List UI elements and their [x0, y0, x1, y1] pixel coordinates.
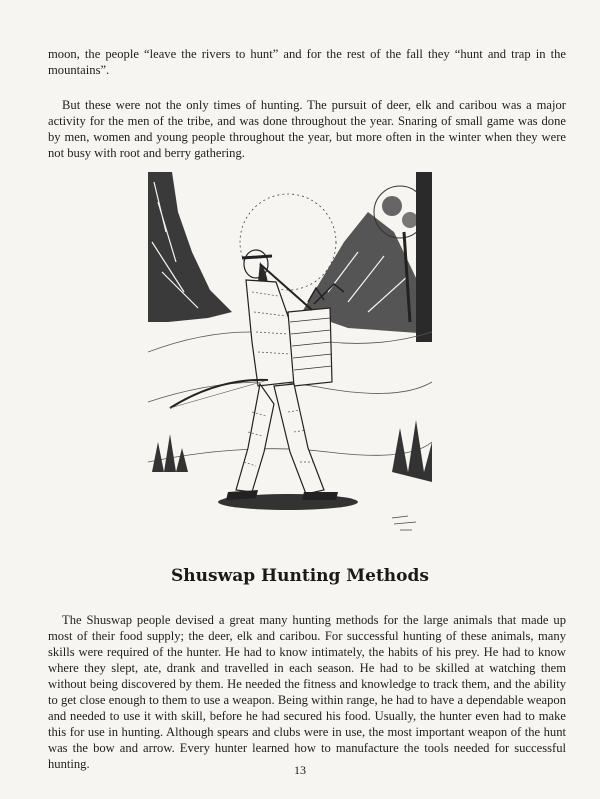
- paragraph-hunting-times: But these were not the only times of hunting. The pursuit of deer, elk and caribou was a major activity for the men of the tribe, and was done throughout the year. Snaring of small game was done by men, women and young people throughout the year, but more often in the winter when they were not busy with root and berry gathering.: [48, 98, 566, 160]
- section-heading: Shuswap Hunting Methods: [171, 566, 429, 586]
- paragraph-continuation: moon, the people “leave the rivers to hunt” and for the rest of the fall they “hunt and trap in the mountains”.: [48, 47, 566, 77]
- page-number: 13: [294, 763, 306, 777]
- paragraph-hunting-methods: The Shuswap people devised a great many hunting methods for the large animals that made up most of their food supply; the deer, elk and caribou. For successful hunting of these animals, many skills were required of the hunter. He had to know intimately, the habits of his prey. He had to know where they slept, ate, drank and travelled in each season. He had to be skilled at watching them without being discovered by them. He needed the fitness and knowledge to track them, and the ability to get close enough to them to use a weapon. Being within range, he had to have a dependable weapon and needed to use it with skill, before he had secured his food. Usually, the hunter even had to make this for use in hunting. Although spears and clubs were in use, the most important weapon of the hunt was the bow and arrow. Every hunter learned how to manufacture the tools needed for successful hunting.: [48, 613, 566, 771]
- hunter-illustration: [148, 172, 432, 538]
